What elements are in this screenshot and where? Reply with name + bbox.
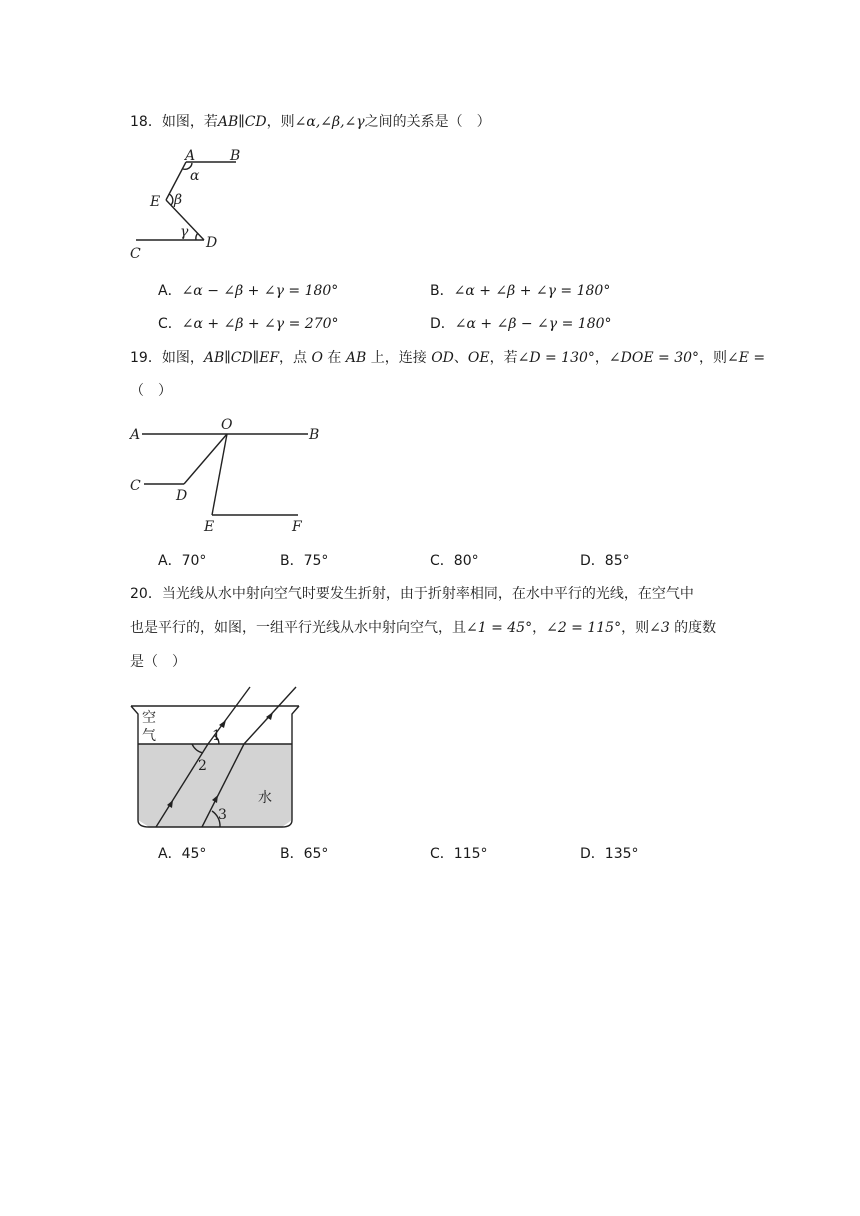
q20-option-a-letter: A． <box>158 846 182 862</box>
q20-label-3: 3 <box>218 807 227 823</box>
q18-figure <box>128 142 258 264</box>
q20-line2-a: 也是平行的，如图，一组平行光线从水中射向空气，且 <box>130 620 466 636</box>
q18-gamma-arc <box>196 233 198 240</box>
q19-option-b-value: 75° <box>303 553 329 569</box>
q18-label-e: E <box>150 194 161 210</box>
q18-stem <box>130 112 491 132</box>
q20-figure <box>128 684 303 834</box>
q19-option-a-letter: A． <box>158 553 182 569</box>
q19-option-a[interactable] <box>158 551 206 571</box>
q19-option-a-value: 70° <box>181 553 207 569</box>
q20-label-air2: 气 <box>142 728 156 744</box>
q19-option-b[interactable] <box>280 551 328 571</box>
q18-number: 18． <box>130 114 162 130</box>
q18-text-b: ，则 <box>266 114 295 130</box>
q19-line-od <box>184 434 227 484</box>
q19-line-oe <box>212 434 227 515</box>
q20-line2-b: ，则 <box>621 620 650 636</box>
q20-line1: 当光线从水中射向空气时要发生折射，由于折射率相同，在水中平行的光线，在空气中 <box>161 586 694 602</box>
q19-option-c-letter: C． <box>430 553 454 569</box>
q19-cond1: ∠D = 130° <box>517 350 595 366</box>
q19-ask: ∠E = <box>727 350 766 366</box>
q18-parallel: AB∥CD <box>217 114 267 130</box>
q19-text-b: ，点 <box>279 350 312 366</box>
q18-angles: ∠α,∠β,∠γ <box>294 114 365 130</box>
q18-label-c: C <box>130 246 141 262</box>
q19-ab: AB <box>345 350 367 366</box>
q20-label-2: 2 <box>198 758 207 774</box>
q20-line2-c: 的度数 <box>669 620 717 636</box>
q18-option-d-expr: ∠α + ∠β − ∠γ = 180° <box>454 316 612 332</box>
q20-option-c[interactable] <box>430 844 488 864</box>
q19-parallel: AB∥CD∥EF <box>203 350 280 366</box>
q19-option-c-value: 80° <box>453 553 479 569</box>
q19-sep: 、 <box>453 350 468 366</box>
q19-number: 19． <box>130 350 162 366</box>
q20-option-d-value: 135° <box>604 846 639 862</box>
q20-label-air: 空 <box>142 710 156 726</box>
q19-stem-line1 <box>130 348 765 368</box>
q20-comma: ， <box>532 620 547 636</box>
q18-label-alpha: α <box>190 168 200 184</box>
q20-stem-line3: 是（ ） <box>130 654 186 670</box>
q19-option-c[interactable] <box>430 551 479 571</box>
q19-text-e: ，若 <box>489 350 518 366</box>
q19-text-d: 上，连接 <box>366 350 432 366</box>
q19-text-f: ，则 <box>699 350 728 366</box>
q18-option-b-expr: ∠α + ∠β + ∠γ = 180° <box>453 283 611 299</box>
q18-label-gamma: γ <box>180 224 189 240</box>
q18-option-c-expr: ∠α + ∠β + ∠γ = 270° <box>181 316 339 332</box>
q19-option-b-letter: B． <box>280 553 304 569</box>
q20-option-c-value: 115° <box>453 846 488 862</box>
q20-label-water: 水 <box>258 790 272 806</box>
q18-option-b[interactable] <box>430 281 610 301</box>
q19-label-a: A <box>130 427 141 443</box>
q18-option-b-letter: B． <box>430 283 454 299</box>
q19-label-c: C <box>130 478 141 494</box>
q20-number: 20． <box>130 586 162 602</box>
q18-option-c[interactable] <box>158 314 339 334</box>
q20-angle1: ∠1 = 45° <box>466 620 533 636</box>
q19-option-d-value: 85° <box>604 553 630 569</box>
q18-label-beta: β <box>174 192 183 208</box>
q19-comma: ， <box>594 350 609 366</box>
q19-label-b: B <box>309 427 320 443</box>
q20-stem-line1 <box>130 584 694 604</box>
q18-option-a-letter: A． <box>158 283 182 299</box>
q18-option-d-letter: D． <box>430 316 455 332</box>
q18-label-d: D <box>206 235 218 251</box>
q19-label-d: D <box>176 488 188 504</box>
q20-angle2: ∠2 = 115° <box>546 620 622 636</box>
q18-option-a-expr: ∠α − ∠β + ∠γ = 180° <box>181 283 339 299</box>
q20-option-a-value: 45° <box>181 846 207 862</box>
q20-label-1: 1 <box>212 728 221 744</box>
q19-cond2: ∠DOE = 30° <box>608 350 700 366</box>
q20-angle3: ∠3 <box>649 620 670 636</box>
q19-label-o: O <box>221 417 233 433</box>
q19-option-d[interactable] <box>580 551 630 571</box>
q20-option-d-letter: D． <box>580 846 605 862</box>
q20-option-d[interactable] <box>580 844 639 864</box>
q19-point-o: O <box>311 350 323 366</box>
q20-water <box>138 744 292 827</box>
q18-option-c-letter: C． <box>158 316 182 332</box>
q19-text-c: 在 <box>322 350 346 366</box>
q18-text-c: 之间的关系是（ ） <box>364 114 491 130</box>
q19-od: OD <box>431 350 454 366</box>
q19-figure <box>128 414 328 538</box>
q19-label-f: F <box>292 519 302 535</box>
q20-option-c-letter: C． <box>430 846 454 862</box>
q20-option-a[interactable] <box>158 844 206 864</box>
q19-label-e: E <box>204 519 215 535</box>
q19-option-d-letter: D． <box>580 553 605 569</box>
q18-option-d[interactable] <box>430 314 612 334</box>
q18-text-a: 如图，若 <box>161 114 218 130</box>
q18-label-b: B <box>230 148 241 164</box>
q20-option-b[interactable] <box>280 844 328 864</box>
q19-paren: （ ） <box>130 383 172 399</box>
q20-option-b-letter: B． <box>280 846 304 862</box>
q20-option-b-value: 65° <box>303 846 329 862</box>
q19-text-a: 如图， <box>161 350 204 366</box>
q19-oe: OE <box>467 350 490 366</box>
q18-option-a[interactable] <box>158 281 338 301</box>
q20-stem-line2 <box>130 618 716 638</box>
q18-label-a: A <box>185 148 196 164</box>
